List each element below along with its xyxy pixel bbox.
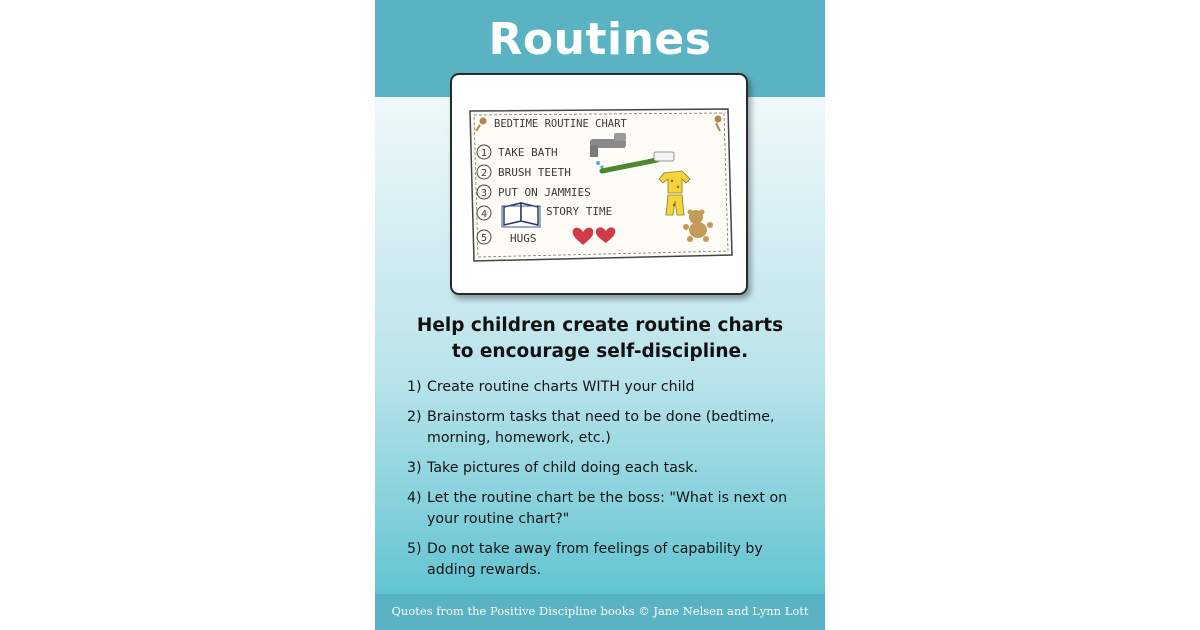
step-number: 2) [407,409,422,425]
step-number: 5) [407,541,422,557]
step-item [407,539,812,581]
svg-text:TAKE BATH: TAKE BATH [498,146,558,159]
step-item [407,377,812,398]
step-number: 3) [407,460,422,476]
routine-chart-illustration [450,73,748,295]
routine-chart-drawing [452,75,746,293]
step-item [407,488,812,530]
svg-text:4: 4 [481,209,488,220]
step-item [407,458,812,479]
step-text: Brainstorm tasks that need to be done (bedtime, morning, homework, etc.) [427,409,775,446]
svg-text:STORY TIME: STORY TIME [546,205,613,218]
chart-title-text: BEDTIME ROUTINE CHART [494,118,627,130]
svg-text:HUGS: HUGS [510,232,537,245]
step-text: Let the routine chart be the boss: "What is next on your routine chart?" [427,490,788,527]
svg-text:2: 2 [481,168,488,179]
step-number: 1) [407,379,422,395]
step-number: 4) [407,490,422,506]
routines-card [375,0,825,630]
steps-list [407,377,812,590]
card-title: Routines [488,14,712,65]
svg-text:5: 5 [481,233,488,244]
card-footer: Quotes from the Positive Discipline books © Jane Nelsen and Lynn Lott [375,594,825,630]
step-text: Take pictures of child doing each task. [427,460,699,476]
svg-text:1: 1 [481,148,488,159]
svg-text:3: 3 [481,188,488,199]
step-text: Do not take away from feelings of capability by adding rewards. [427,541,763,578]
svg-text:BRUSH TEETH: BRUSH TEETH [498,166,571,179]
step-item [407,407,812,449]
headline-line-2: to encourage self-discipline. [451,341,749,362]
headline-line-1: Help children create routine charts [416,315,784,336]
headline [395,313,805,365]
svg-text:PUT ON JAMMIES: PUT ON JAMMIES [498,186,591,199]
step-text: Create routine charts WITH your child [427,379,695,395]
